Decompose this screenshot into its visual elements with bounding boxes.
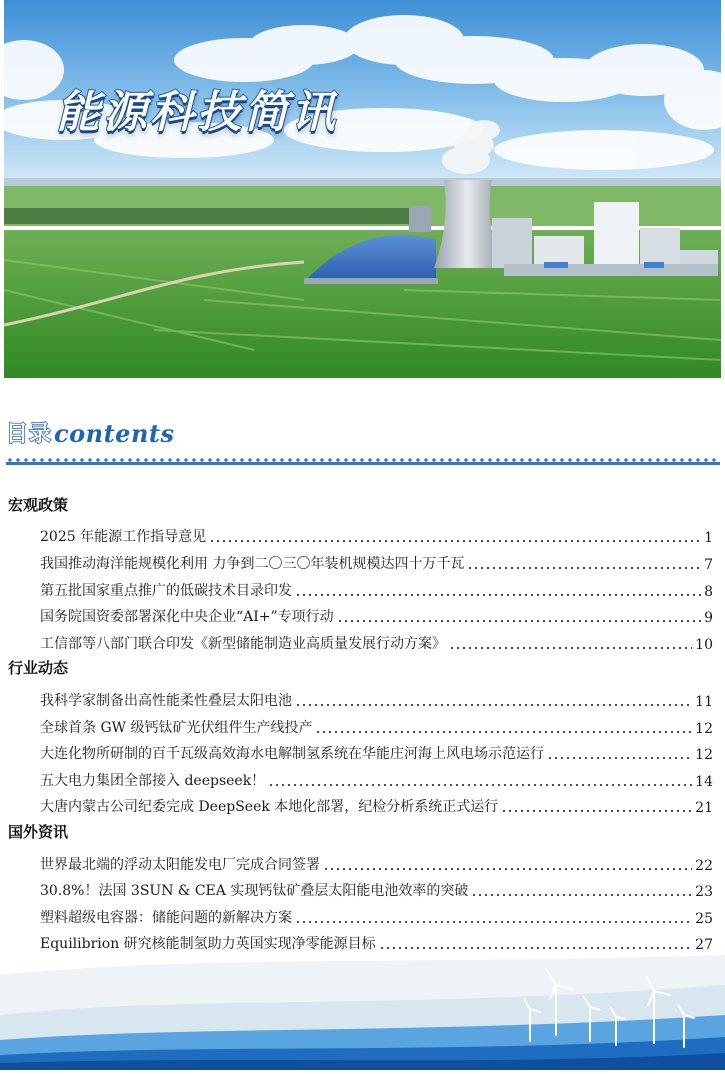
toc-entry[interactable] [40,905,713,927]
toc-entry-title: 全球首条 GW 级钙钛矿光伏组件生产线投产 [40,720,313,736]
toc-entry[interactable] [40,578,713,600]
section-title-international-news: 国外资讯 [8,823,69,841]
toc-entry-title: 2025 年能源工作指导意见 [40,529,207,545]
contents-header-en: contents [54,419,175,448]
toc-entry-page: 9 [704,610,713,626]
toc-entry-page: 27 [695,937,713,953]
toc-entry[interactable] [40,604,713,626]
cover-hero-image [4,0,721,378]
toc-entry[interactable] [40,768,713,790]
footer-decoration [0,955,725,1070]
toc-entry[interactable] [40,551,713,573]
toc-entry[interactable] [40,524,713,546]
toc-entry-page: 22 [695,858,713,874]
dot-leader [268,784,692,786]
section-title-macro-policy: 宏观政策 [8,496,69,514]
toc-entry-title: 世界最北端的浮动太阳能发电厂完成合同签署 [40,857,320,873]
section-title-industry-news: 行业动态 [8,659,69,677]
toc-entry-page: 12 [695,747,713,763]
toc-entry-title: 我科学家制备出高性能柔性叠层太阳电池 [40,693,292,709]
dot-leader [315,731,692,733]
dot-leader [295,594,701,596]
toc-entry-title: Equilibrion 研究核能制氢助力英国实现净零能源目标 [40,936,376,952]
toc-entry-page: 8 [704,584,713,600]
dot-leader [323,868,692,870]
dot-leader [501,810,692,812]
toc-entry[interactable] [40,688,713,710]
toc-entry-page: 10 [695,637,713,653]
toc-entry-title: 大唐内蒙古公司纪委完成 DeepSeek 本地化部署，纪检分析系统正式运行 [40,799,499,815]
divider-line [6,462,720,465]
toc-entry-title: 五大电力集团全部接入 deepseek！ [40,773,266,789]
toc-entry-page: 14 [695,774,713,790]
wave-decoration [0,955,725,1070]
toc-entry[interactable] [40,852,713,874]
contents-header-cn: 目录 [6,422,53,447]
dot-leader [337,620,701,622]
power-plant-landscape [4,0,721,378]
dot-leader [547,757,692,759]
toc-entry[interactable] [40,741,713,763]
dot-leader [467,567,701,569]
dot-leader [449,647,692,649]
toc-entry-title: 30.8%！法国 3SUN & CEA 实现钙钛矿叠层太阳能电池效率的突破 [40,883,469,899]
dot-leader [209,540,701,542]
toc-entry-page: 11 [695,694,713,710]
contents-header [6,414,175,448]
dot-leader [471,894,692,896]
toc-entry-title: 塑料超级电容器：储能问题的新解决方案 [40,910,292,926]
toc-entry-page: 23 [695,884,713,900]
cover-title: 能源科技简讯 [56,87,338,138]
toc-entry[interactable] [40,878,713,900]
toc-entry-page: 12 [695,721,713,737]
toc-entry-title: 我国推动海洋能规模化利用 力争到二〇三〇年装机规模达四十万千瓦 [40,556,465,572]
toc-entry-title: 工信部等八部门联合印发《新型储能制造业高质量发展行动方案》 [40,636,446,652]
toc-entry-page: 1 [704,530,713,546]
toc-entry-page: 7 [704,557,713,573]
toc-entry[interactable] [40,931,713,953]
toc-entry-title: 国务院国资委部署深化中央企业“AI+”专项行动 [40,609,334,625]
dot-leader [295,704,692,706]
toc-entry-page: 25 [695,911,713,927]
toc-entry-title: 第五批国家重点推广的低碳技术目录印发 [40,583,292,599]
dot-leader [379,947,693,949]
toc-entry[interactable] [40,715,713,737]
dot-leader [295,921,692,923]
toc-entry-title: 大连化物所研制的百千瓦级高效海水电解制氢系统在华能庄河海上风电场示范运行 [40,746,544,762]
toc-entry[interactable] [40,794,713,816]
toc-entry-page: 21 [695,800,713,816]
toc-entry[interactable] [40,631,713,653]
